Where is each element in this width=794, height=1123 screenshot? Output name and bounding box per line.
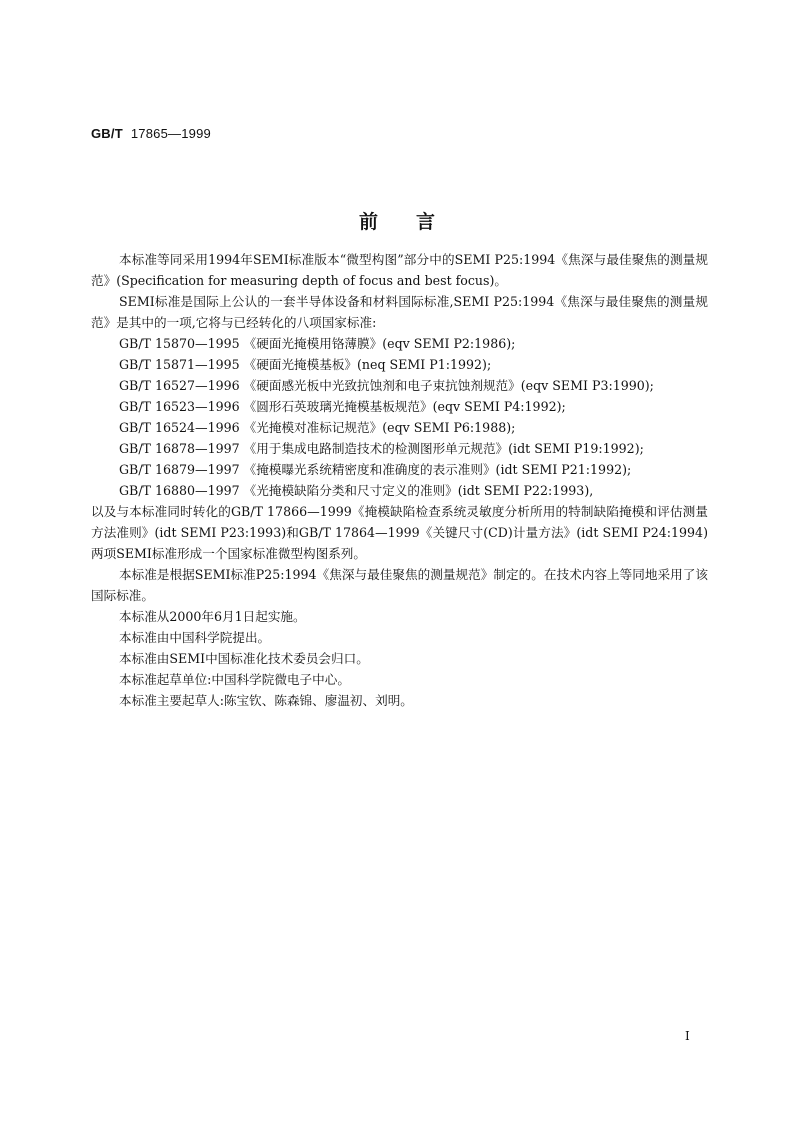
paragraph-effective-date: 本标准从2000年6月1日起实施。 — [119, 609, 306, 624]
list-item: GB/T 16527—1996 《硬面感光板中光致抗蚀剂和电子束抗蚀剂规范》(eqv SEMI P3:1990); — [119, 378, 654, 393]
list-item: GB/T 16878—1997 《用于集成电路制造技术的检测图形单元规范》(idt SEMI P19:1992); — [119, 441, 644, 456]
list-item: GB/T 15871—1995 《硬面光掩模基板》(neq SEMI P1:1992); — [119, 357, 492, 372]
page-number: I — [685, 1029, 690, 1043]
list-item: GB/T 16879—1997 《掩模曝光系统精密度和准确度的表示准则》(idt SEMI P21:1992); — [119, 462, 632, 477]
standard-number: 17865—1999 — [130, 126, 211, 141]
list-item: GB/T 16524—1996 《光掩模对准标记规范》(eqv SEMI P6:1988); — [119, 420, 516, 435]
foreword-body — [91, 249, 708, 711]
paragraph-adoption: 本标准等同采用1994年SEMI标准版本“微型构图”部分中的SEMI P25:1994《焦深与最佳聚焦的测量规范》(Specification for measuring depth of focus and best focus)。 — [91, 252, 708, 288]
list-item: GB/T 16880—1997 《光掩模缺陷分类和尺寸定义的准则》(idt SEMI P22:1993), — [119, 483, 594, 498]
paragraph-drafting-unit: 本标准起草单位:中国科学院微电子中心。 — [119, 672, 350, 687]
paragraph-basis: 本标准是根据SEMI标准P25:1994《焦深与最佳聚焦的测量规范》制定的。在技术内容上等同地采用了该国际标准。 — [91, 567, 708, 603]
paragraph-semi-intro: SEMI标准是国际上公认的一套半导体设备和材料国际标准,SEMI P25:1994《焦深与最佳聚焦的测量规范》是其中的一项,它将与已经转化的八项国家标准: — [91, 294, 708, 330]
paragraph-committee: 本标准由SEMI中国标准化技术委员会归口。 — [119, 651, 369, 666]
list-item: GB/T 16523—1996 《圆形石英玻璃光掩模基板规范》(eqv SEMI P4:1992); — [119, 399, 566, 414]
paragraph-series: 以及与本标准同时转化的GB/T 17866—1999《掩模缺陷检查系统灵敏度分析所用的特制缺陷掩模和评估测量方法准则》(idt SEMI P23:1993)和GB/T 17864—1999《关键尺寸(CD)计量方法》(idt SEMI P24:1994)两项SEMI标准形成一个国家标准微型构图系列。 — [91, 504, 708, 561]
paragraph-proposer: 本标准由中国科学院提出。 — [119, 630, 271, 645]
list-item: GB/T 15870—1995 《硬面光掩模用铬薄膜》(eqv SEMI P2:1986); — [119, 336, 516, 351]
page-header — [91, 126, 211, 141]
standard-code: GB/T — [91, 126, 123, 141]
page-title: 前言 — [358, 211, 473, 233]
paragraph-drafters: 本标准主要起草人:陈宝钦、陈森锦、廖温初、刘明。 — [119, 693, 413, 708]
